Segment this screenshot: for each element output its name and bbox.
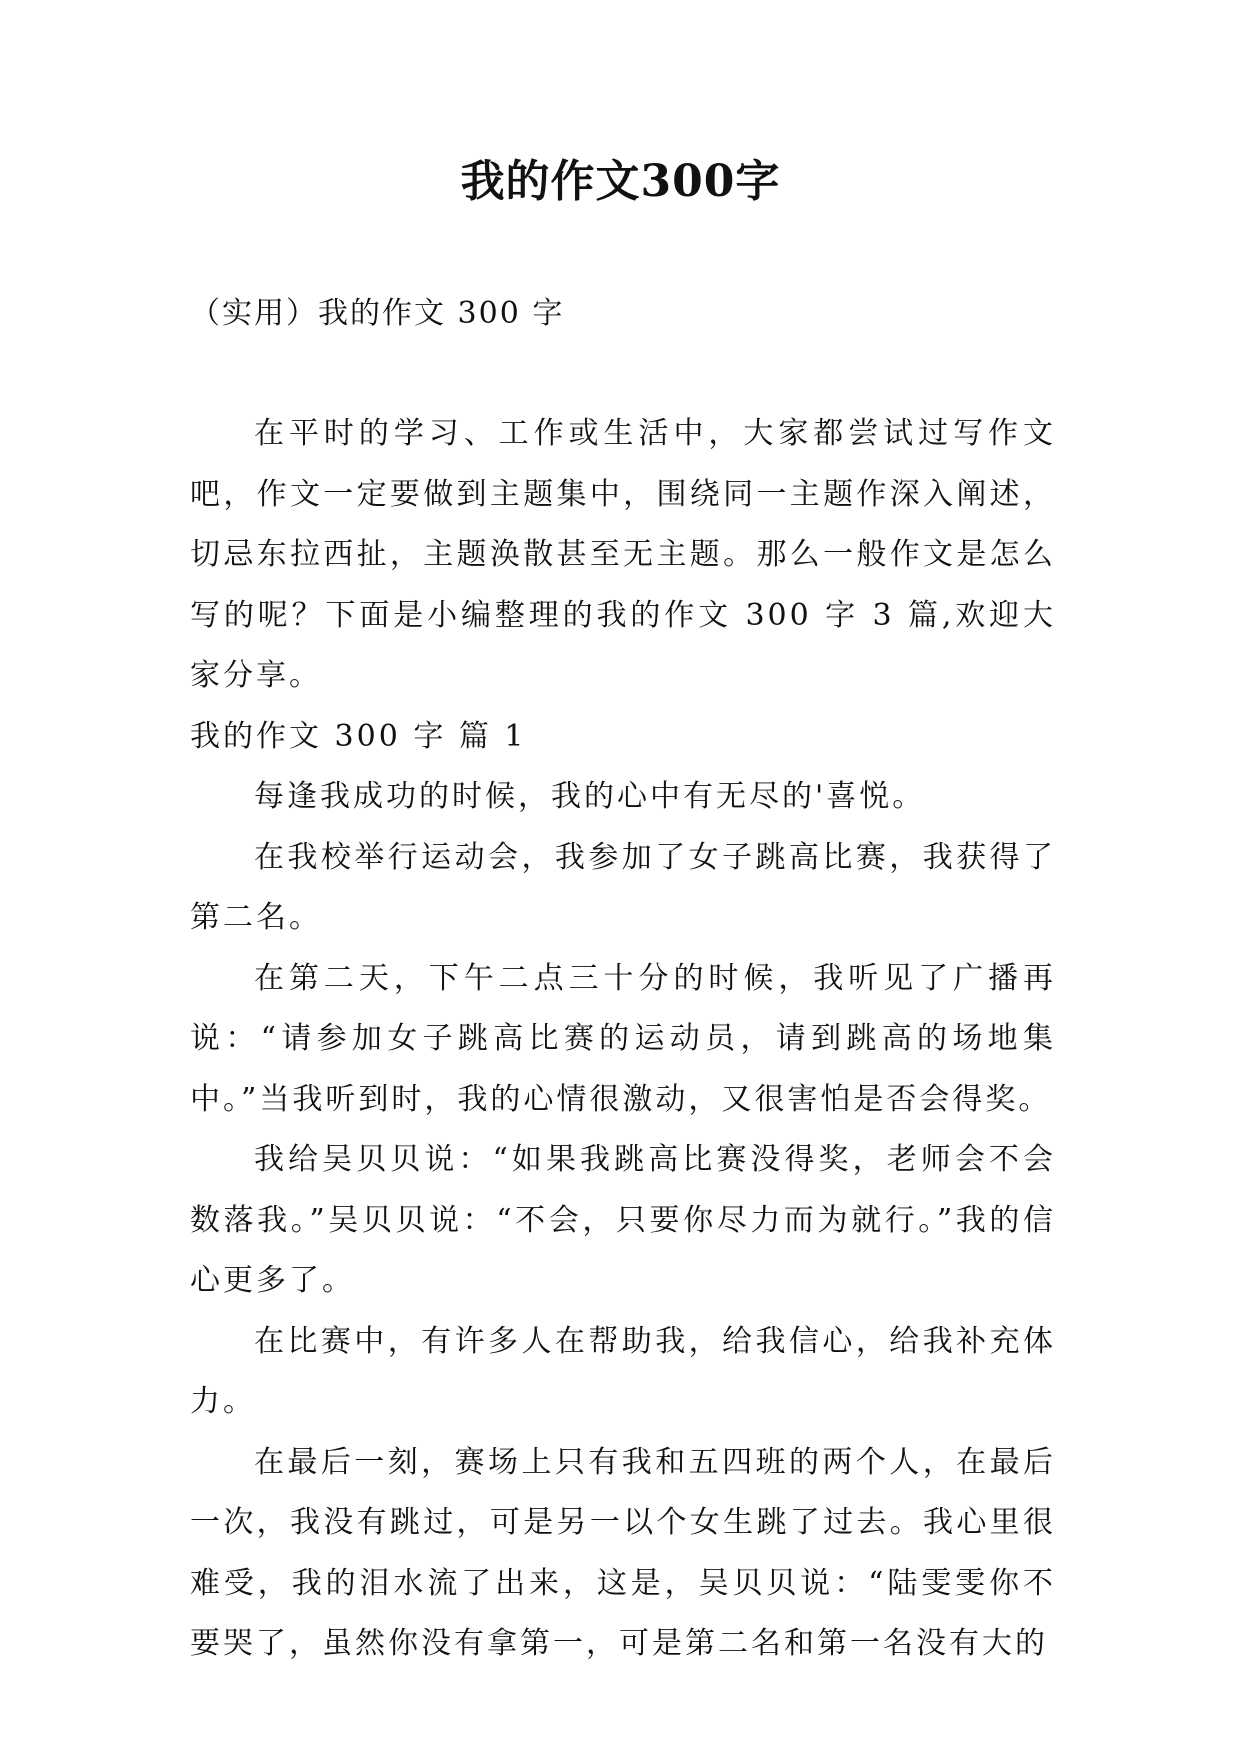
paragraph: 在我校举行运动会，我参加了女子跳高比赛，我获得了第二名。	[190, 839, 1056, 935]
paragraph: 在比赛中，有许多人在帮助我，给我信心，给我补充体力。	[190, 1323, 1056, 1419]
paragraph: 我给吴贝贝说：“如果我跳高比赛没得奖，老师会不会数落我。”吴贝贝说：“不会，只要你尽力而为就行。”我的信心更多了。	[190, 1142, 1056, 1298]
paragraph: 每逢我成功的时候，我的心中有无尽的'喜悦。	[254, 779, 926, 814]
section-heading: 我的作文 300 字 篇 1	[190, 718, 527, 754]
document-body	[190, 404, 1056, 1675]
document-title: 我的作文300字	[460, 156, 781, 207]
paragraph: 在第二天，下午二点三十分的时候，我听见了广播再说：“请参加女子跳高比赛的运动员，请到跳高的场地集中。”当我听到时，我的心情很激动，又很害怕是否会得奖。	[190, 960, 1056, 1117]
paragraph: 在平时的学习、工作或生活中，大家都尝试过写作文吧，作文一定要做到主题集中，围绕同一主题作深入阐述，切忌东拉西扯，主题涣散甚至无主题。那么一般作文是怎么写的呢？下面是小编整理的我的作文 300 字 3 篇,欢迎大家分享。	[190, 416, 1056, 693]
paragraph: 在最后一刻，赛场上只有我和五四班的两个人，在最后一次，我没有跳过，可是另一以个女生跳了过去。我心里很难受，我的泪水流了出来，这是，吴贝贝说：“陆雯雯你不要哭了，虽然你没有拿第一，可是第二名和第一名没有大的	[190, 1444, 1056, 1661]
document-subtitle: （实用）我的作文 300 字	[190, 296, 565, 331]
